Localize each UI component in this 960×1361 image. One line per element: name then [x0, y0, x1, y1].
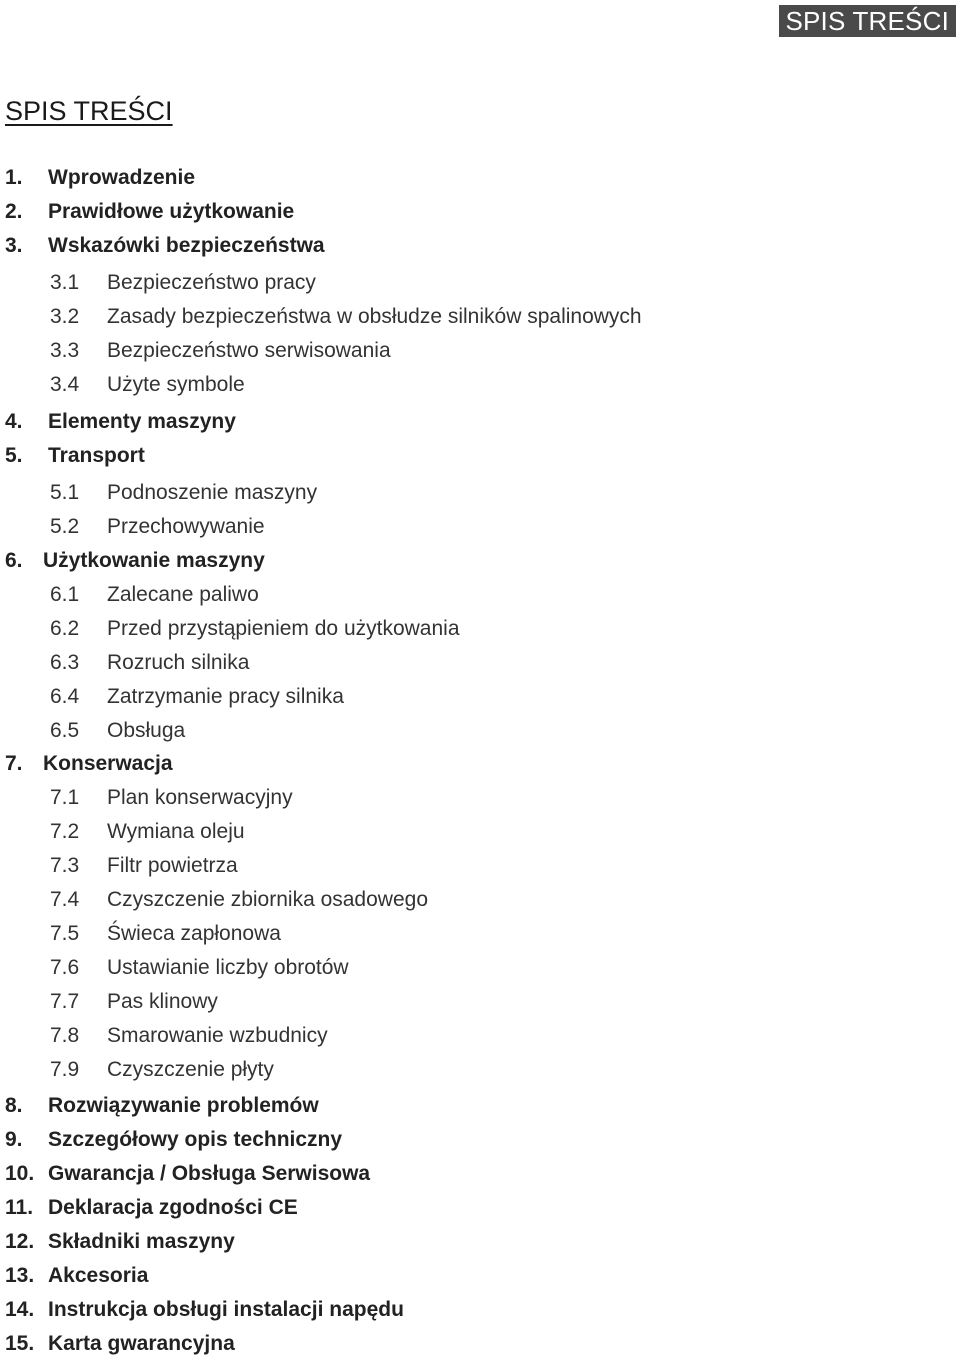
toc-entry-label: Elementy maszyny — [48, 410, 236, 433]
toc-entry-number: 6.4 — [50, 685, 80, 708]
toc-entry-label: Użytkowanie maszyny — [43, 549, 265, 572]
toc-entry-number: 5. — [5, 444, 23, 467]
toc-entry-label: Prawidłowe użytkowanie — [48, 200, 295, 223]
toc-entry-label: Wprowadzenie — [48, 166, 196, 189]
toc-entry-number: 7.8 — [50, 1024, 80, 1047]
toc-entry-label: Bezpieczeństwo serwisowania — [107, 339, 391, 362]
toc-entry-number: 10. — [5, 1162, 35, 1185]
toc-entry-label: Gwarancja / Obsługa Serwisowa — [48, 1162, 371, 1185]
toc-entry-label: Plan konserwacyjny — [107, 786, 293, 809]
toc-entry-number: 14. — [5, 1298, 35, 1321]
toc-entry-number: 8. — [5, 1094, 23, 1117]
toc-entry-label: Ustawianie liczby obrotów — [107, 956, 349, 979]
toc-entry-label: Użyte symbole — [107, 373, 245, 396]
toc-entry-label: Instrukcja obsługi instalacji napędu — [48, 1298, 404, 1321]
toc-entry-number: 3. — [5, 234, 23, 257]
toc-entry-label: Akcesoria — [48, 1264, 149, 1287]
toc-entry-label: Smarowanie wzbudnicy — [107, 1024, 328, 1047]
toc-entry-label: Wskazówki bezpieczeństwa — [48, 234, 325, 257]
toc-entry-label: Zasady bezpieczeństwa w obsłudze silników spalinowych — [107, 305, 642, 328]
toc-entry-number: 15. — [5, 1332, 35, 1355]
toc-entry-number: 7.5 — [50, 922, 80, 945]
toc-entry-number: 1. — [5, 166, 23, 189]
toc-entry-label: Bezpieczeństwo pracy — [107, 271, 316, 294]
toc-entry-label: Zalecane paliwo — [107, 583, 259, 606]
toc-entry-number: 7.2 — [50, 820, 80, 843]
toc-entry-label: Podnoszenie maszyny — [107, 481, 318, 504]
section-header-tag: SPIS TREŚCI — [779, 5, 956, 37]
toc-entry-number: 5.1 — [50, 481, 80, 504]
toc-entry-number: 7. — [5, 752, 23, 775]
toc-entry-label: Transport — [48, 444, 145, 467]
toc-entry-number: 7.4 — [50, 888, 80, 911]
toc-entry-number: 13. — [5, 1264, 35, 1287]
toc-entry-label: Składniki maszyny — [48, 1230, 235, 1253]
toc-entry-number: 7.9 — [50, 1058, 80, 1081]
toc-entry-label: Zatrzymanie pracy silnika — [107, 685, 344, 708]
toc-entry-label: Deklaracja zgodności CE — [48, 1196, 298, 1219]
toc-entry-number: 6.5 — [50, 719, 80, 742]
toc-entry-label: Szczegółowy opis techniczny — [48, 1128, 343, 1151]
toc-entry-label: Pas klinowy — [107, 990, 218, 1013]
toc-entry-number: 2. — [5, 200, 23, 223]
toc-entry-number: 7.6 — [50, 956, 80, 979]
toc-entry-number: 4. — [5, 410, 23, 433]
toc-entry-number: 6.1 — [50, 583, 80, 606]
page-title: SPIS TREŚCI — [5, 96, 173, 126]
toc-entry-label: Obsługa — [107, 719, 186, 742]
toc-entry-number: 7.7 — [50, 990, 80, 1013]
toc-entry-label: Rozwiązywanie problemów — [48, 1094, 319, 1117]
toc-entry-label: Filtr powietrza — [107, 854, 238, 877]
toc-entry-label: Świeca zapłonowa — [107, 922, 281, 945]
toc-entry-label: Czyszczenie zbiornika osadowego — [107, 888, 428, 911]
toc-entry-label: Rozruch silnika — [107, 651, 250, 674]
toc-entry-number: 7.3 — [50, 854, 80, 877]
toc-entry-number: 3.2 — [50, 305, 80, 328]
toc-entry-label: Przechowywanie — [107, 515, 265, 538]
toc-entry-label: Karta gwarancyjna — [48, 1332, 235, 1355]
toc-entry-number: 3.4 — [50, 373, 80, 396]
toc-entry-number: 9. — [5, 1128, 23, 1151]
toc-entry-number: 5.2 — [50, 515, 80, 538]
toc-entry-label: Konserwacja — [43, 752, 173, 775]
toc-entry-number: 6.3 — [50, 651, 80, 674]
toc-entry-label: Wymiana oleju — [107, 820, 245, 843]
toc-entry-label: Przed przystąpieniem do użytkowania — [107, 617, 460, 640]
toc-entry-number: 3.1 — [50, 271, 80, 294]
toc-entry-number: 7.1 — [50, 786, 80, 809]
toc-entry-label: Czyszczenie płyty — [107, 1058, 274, 1081]
toc-entry-number: 3.3 — [50, 339, 80, 362]
toc-entry-number: 12. — [5, 1230, 35, 1253]
toc-entry-number: 6. — [5, 549, 23, 572]
toc-entry-number: 6.2 — [50, 617, 80, 640]
toc-entry-number: 11. — [5, 1196, 34, 1219]
